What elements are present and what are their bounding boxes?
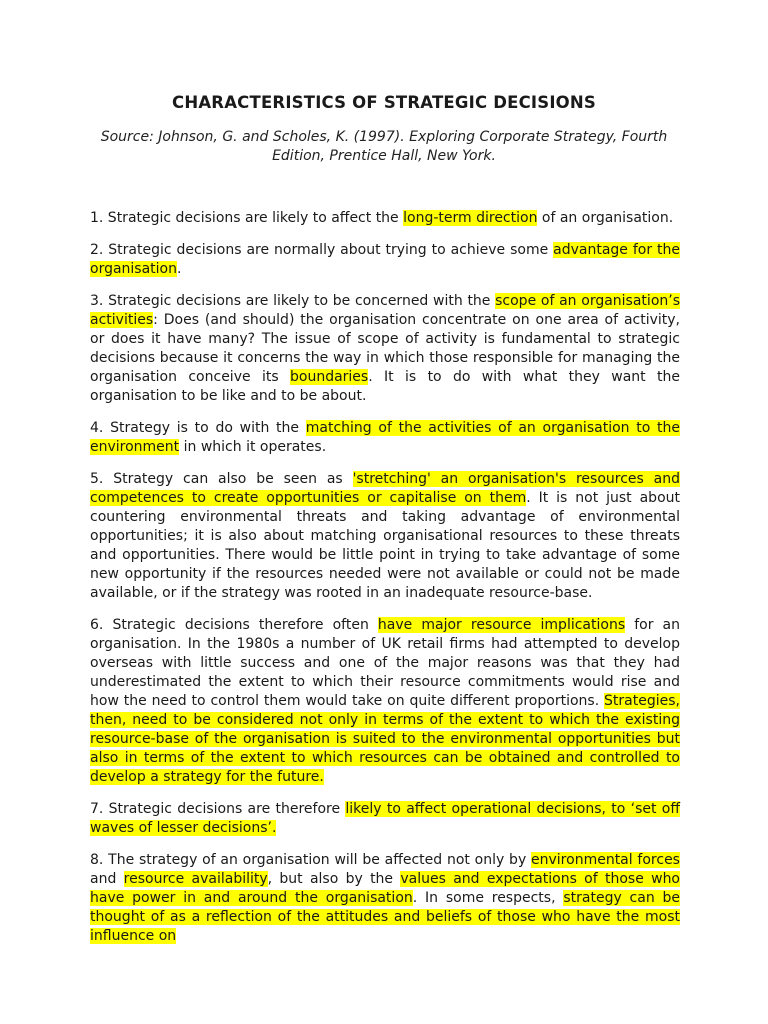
highlighted-text: scope of an organisation’s activities bbox=[90, 293, 680, 328]
paragraph-2 bbox=[90, 241, 680, 279]
paragraph-3 bbox=[90, 292, 680, 406]
document-body bbox=[90, 209, 680, 959]
paragraph-text: , but also by the bbox=[267, 871, 401, 887]
highlighted-text: advantage for the organisation bbox=[90, 242, 681, 277]
highlighted-text: matching of the activities of an organisation to the environment bbox=[90, 420, 680, 455]
highlighted-text: long-term direction bbox=[403, 210, 538, 226]
paragraph-text: 6. Strategic decisions therefore often bbox=[90, 617, 378, 633]
highlighted-text: environmental forces bbox=[531, 852, 680, 868]
highlighted-text: values and expectations of those who have power in and around the organisation bbox=[90, 871, 681, 906]
paragraph-text: 5. Strategy can also be seen as bbox=[90, 471, 353, 487]
paragraph-7 bbox=[90, 800, 680, 838]
paragraph-text: : Does (and should) the organisation concentrate on one area of activity, or does it have many? The issue of scope of activity is fundamental to strategic decisions because it concerns the way in which those responsible for managing the organisation conceive its bbox=[90, 312, 680, 385]
highlighted-text: Strategies, then, need to be considered not only in terms of the extent to which the existing resource-base of the organisation is suited to the environmental opportunities but also in terms of the extent to which resources can be obtained and controlled to develop a strategy for the future. bbox=[90, 693, 680, 785]
paragraph-text: . It is not just about countering environmental threats and taking advantage of environmental opportunities; it is also about matching organisational resources to these threats and opportunities. There would be little point in trying to take advantage of some new opportunity if the resources needed were not available or could not be made available, or if the strategy was rooted in an inadequate resource-base. bbox=[90, 490, 680, 601]
paragraph-text: 1. Strategic decisions are likely to affect the bbox=[90, 210, 404, 226]
paragraph-8 bbox=[90, 851, 680, 946]
paragraph-text: . In some respects, bbox=[412, 890, 564, 906]
highlighted-text: 'stretching' an organisation's resources and competences to create opportunities or capitalise on them bbox=[90, 471, 680, 506]
paragraph-5 bbox=[90, 470, 680, 603]
paragraph-text: 7. Strategic decisions are therefore bbox=[90, 801, 346, 817]
document-title: CHARACTERISTICS OF STRATEGIC DECISIONS bbox=[172, 93, 596, 112]
highlighted-text: likely to affect operational decisions, to ‘set off waves of lesser decisions’. bbox=[90, 801, 680, 836]
paragraph-text: of an organisation. bbox=[537, 210, 674, 226]
paragraph-6 bbox=[90, 616, 680, 787]
paragraph-text: . It is to do with what they want the organisation to be like and to be about. bbox=[90, 369, 680, 404]
highlighted-text: have major resource implications bbox=[377, 617, 626, 633]
source-citation: Source: Johnson, G. and Scholes, K. (1997). Exploring Corporate Strategy, Fourth Edition, Prentice Hall, New York. bbox=[100, 129, 668, 164]
paragraph-text: 8. The strategy of an organisation will be affected not only by bbox=[90, 852, 532, 868]
paragraph-text: 4. Strategy is to do with the bbox=[90, 420, 306, 436]
paragraph-4 bbox=[90, 419, 680, 457]
paragraph-text: in which it operates. bbox=[179, 439, 327, 455]
highlighted-text: boundaries bbox=[290, 369, 369, 385]
highlighted-text: resource availability bbox=[123, 871, 268, 887]
paragraph-1 bbox=[90, 209, 680, 228]
highlighted-text: strategy can be thought of as a reflection of the attitudes and beliefs of those who have the most influence on bbox=[90, 890, 680, 944]
paragraph-text: 2. Strategic decisions are normally about trying to achieve some bbox=[90, 242, 554, 258]
paragraph-text: and bbox=[90, 871, 124, 887]
paragraph-text: . bbox=[177, 261, 182, 277]
paragraph-text: for an organisation. In the 1980s a number of UK retail firms had attempted to develop overseas with little success and one of the major reasons was that they had underestimated the extent to which their resource commitments would rise and how the need to control them would take on quite different proportions. bbox=[90, 617, 680, 709]
paragraph-text: 3. Strategic decisions are likely to be concerned with the bbox=[90, 293, 496, 309]
